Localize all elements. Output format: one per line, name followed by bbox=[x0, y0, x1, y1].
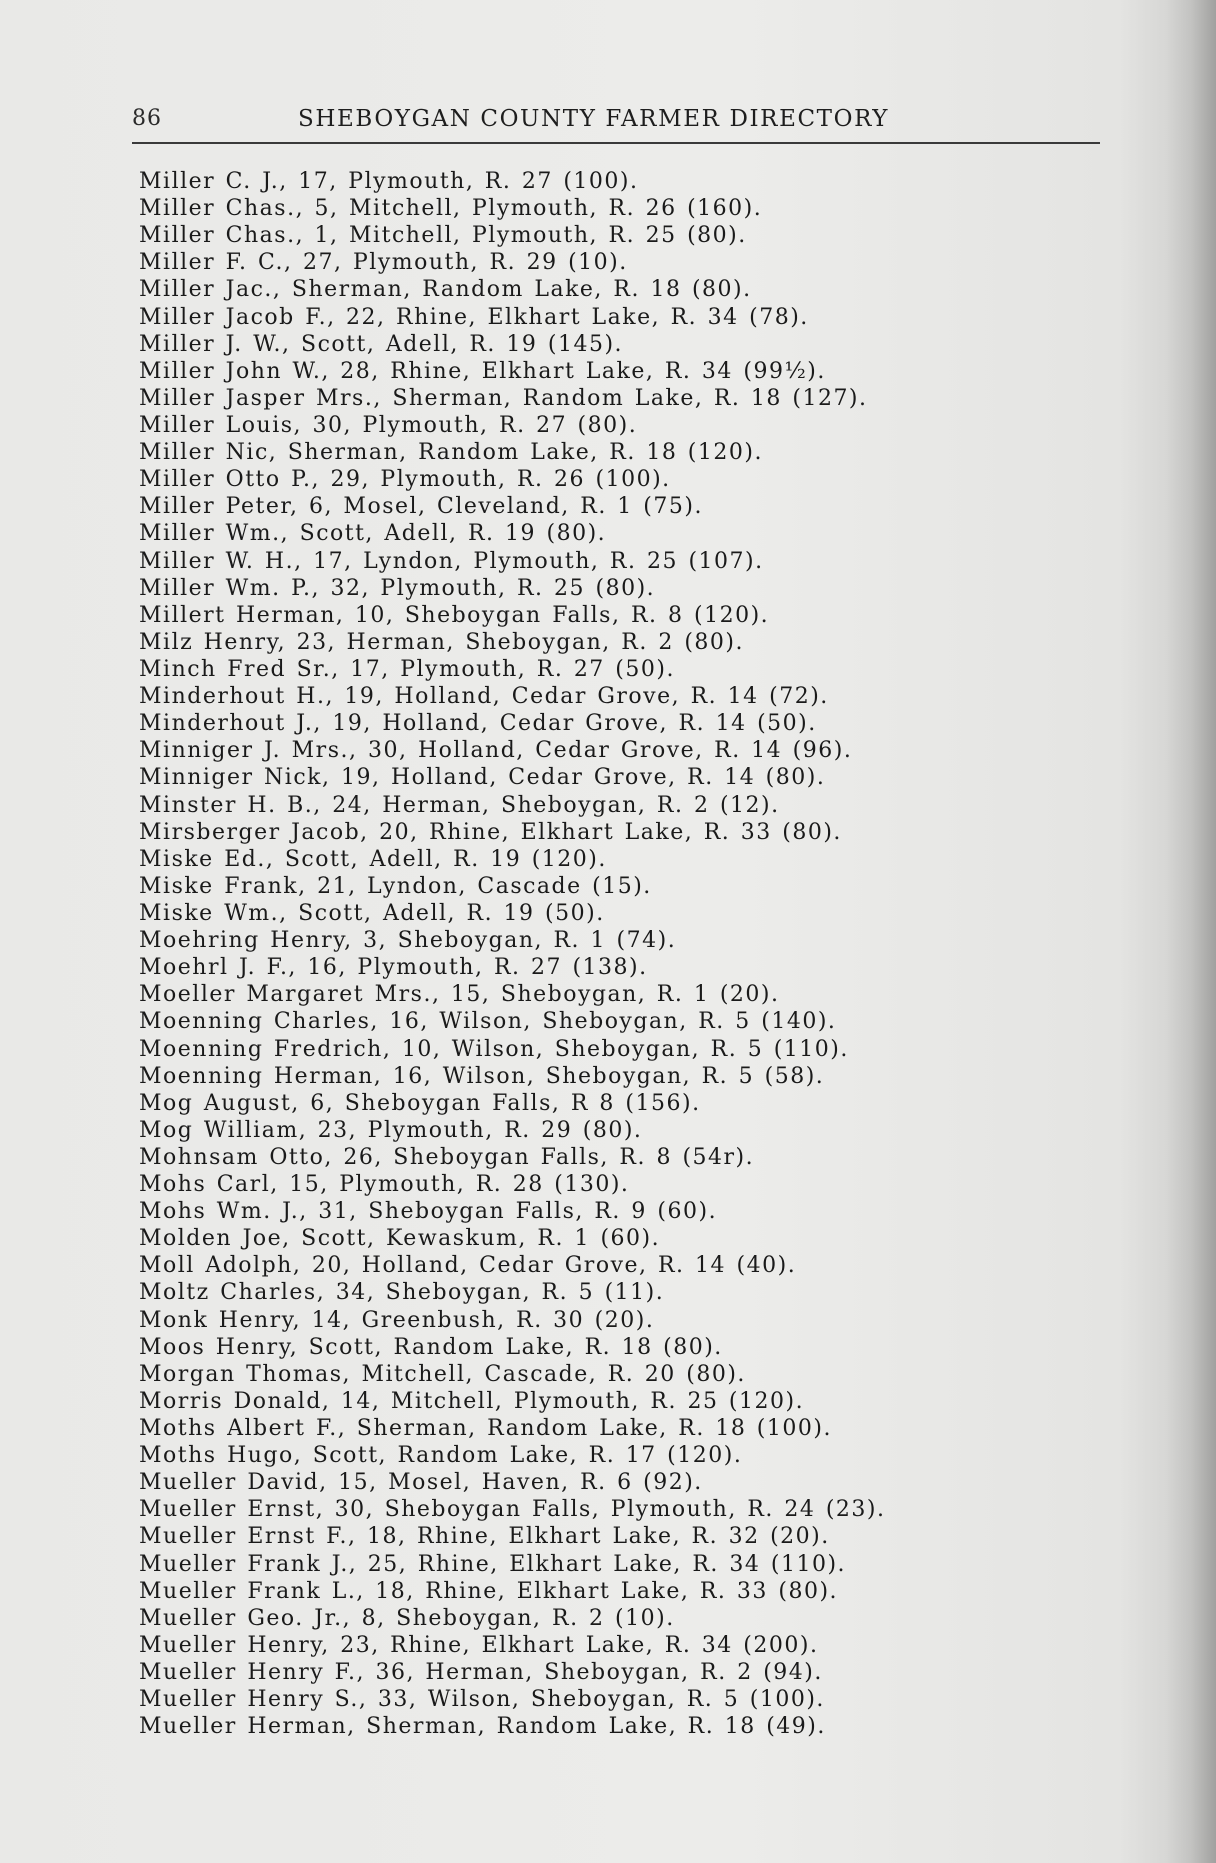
directory-entry: Miller Jasper Mrs., Sherman, Random Lake, R. 18 (127). bbox=[139, 385, 868, 411]
directory-entry: Mohs Wm. J., 31, Sheboygan Falls, R. 9 (60). bbox=[139, 1199, 718, 1225]
directory-entry: Miller Chas., 1, Mitchell, Plymouth, R. 25 (80). bbox=[139, 223, 747, 249]
directory-entry: Minster H. B., 24, Herman, Sheboygan, R. 2 (12). bbox=[139, 792, 780, 818]
directory-entry: Milz Henry, 23, Herman, Sheboygan, R. 2 (80). bbox=[139, 629, 744, 655]
page-header bbox=[132, 100, 1102, 142]
directory-entry: Minderhout H., 19, Holland, Cedar Grove, R. 14 (72). bbox=[139, 684, 829, 710]
directory-entry: Moos Henry, Scott, Random Lake, R. 18 (80). bbox=[139, 1334, 723, 1360]
directory-entry: Mueller Frank J., 25, Rhine, Elkhart Lake, R. 34 (110). bbox=[139, 1551, 847, 1577]
directory-entry: Miller John W., 28, Rhine, Elkhart Lake, R. 34 (99½). bbox=[139, 358, 826, 384]
directory-entry: Mueller David, 15, Mosel, Haven, R. 6 (92). bbox=[139, 1470, 703, 1496]
directory-entry: Mog William, 23, Plymouth, R. 29 (80). bbox=[139, 1117, 643, 1143]
directory-entry: Morris Donald, 14, Mitchell, Plymouth, R. 25 (120). bbox=[139, 1388, 805, 1414]
directory-entry: Moenning Herman, 16, Wilson, Sheboygan, R. 5 (58). bbox=[139, 1063, 825, 1089]
directory-entry: Miske Ed., Scott, Adell, R. 19 (120). bbox=[139, 846, 607, 872]
directory-entry: Mog August, 6, Sheboygan Falls, R 8 (156). bbox=[139, 1090, 701, 1116]
header-rule bbox=[132, 142, 1100, 144]
directory-entry: Moll Adolph, 20, Holland, Cedar Grove, R. 14 (40). bbox=[139, 1253, 797, 1279]
directory-entry: Moths Hugo, Scott, Random Lake, R. 17 (120). bbox=[139, 1443, 743, 1469]
directory-entry: Miller C. J., 17, Plymouth, R. 27 (100). bbox=[139, 169, 639, 194]
directory-entry: Miller Louis, 30, Plymouth, R. 27 (80). bbox=[139, 412, 638, 438]
directory-entry: Molden Joe, Scott, Kewaskum, R. 1 (60). bbox=[139, 1226, 661, 1252]
directory-entry: Moeller Margaret Mrs., 15, Sheboygan, R. 1 (20). bbox=[139, 982, 780, 1008]
page-number: 86 bbox=[132, 106, 162, 131]
directory-entry: Mueller Frank L., 18, Rhine, Elkhart Lake, R. 33 (80). bbox=[139, 1578, 839, 1604]
directory-entry: Mueller Henry F., 36, Herman, Sheboygan, R. 2 (94). bbox=[139, 1660, 823, 1686]
directory-entry: Miller Otto P., 29, Plymouth, R. 26 (100). bbox=[139, 467, 671, 493]
directory-entry: Mohs Carl, 15, Plymouth, R. 28 (130). bbox=[139, 1172, 630, 1198]
directory-entry: Mueller Geo. Jr., 8, Sheboygan, R. 2 (10). bbox=[139, 1605, 675, 1631]
directory-entry: Mueller Henry, 23, Rhine, Elkhart Lake, R. 34 (200). bbox=[139, 1632, 819, 1658]
running-title: SHEBOYGAN COUNTY FARMER DIRECTORY bbox=[298, 106, 890, 132]
directory-entry: Miller Peter, 6, Mosel, Cleveland, R. 1 (75). bbox=[139, 494, 703, 520]
directory-entry: Mueller Ernst, 30, Sheboygan Falls, Plymouth, R. 24 (23). bbox=[139, 1497, 886, 1523]
directory-entry: Moehring Henry, 3, Sheboygan, R. 1 (74). bbox=[139, 928, 677, 954]
page-edge-shadow bbox=[1166, 0, 1216, 1863]
directory-entry: Miske Wm., Scott, Adell, R. 19 (50). bbox=[139, 900, 605, 926]
directory-entry: Minniger J. Mrs., 30, Holland, Cedar Grove, R. 14 (96). bbox=[139, 738, 853, 764]
directory-entry: Minch Fred Sr., 17, Plymouth, R. 27 (50). bbox=[139, 656, 675, 682]
directory-entry: Mueller Ernst F., 18, Rhine, Elkhart Lake, R. 32 (20). bbox=[139, 1524, 830, 1550]
directory-entry: Moenning Fredrich, 10, Wilson, Sheboygan, R. 5 (110). bbox=[139, 1036, 849, 1062]
directory-entry: Minderhout J., 19, Holland, Cedar Grove, R. 14 (50). bbox=[139, 711, 817, 737]
directory-entry: Miller Nic, Sherman, Random Lake, R. 18 (120). bbox=[139, 440, 763, 466]
directory-entry: Millert Herman, 10, Sheboygan Falls, R. 8 (120). bbox=[139, 602, 770, 628]
directory-entry: Miller W. H., 17, Lyndon, Plymouth, R. 25 (107). bbox=[139, 548, 764, 574]
directory-entry: Miller Jacob F., 22, Rhine, Elkhart Lake, R. 34 (78). bbox=[139, 304, 809, 330]
directory-entry: Miller Wm. P., 32, Plymouth, R. 25 (80). bbox=[139, 575, 656, 601]
directory-entry: Mirsberger Jacob, 20, Rhine, Elkhart Lake, R. 33 (80). bbox=[139, 819, 842, 845]
directory-entry: Morgan Thomas, Mitchell, Cascade, R. 20 (80). bbox=[139, 1361, 746, 1387]
directory-entry: Mohnsam Otto, 26, Sheboygan Falls, R. 8 (54r). bbox=[139, 1144, 755, 1170]
directory-entry: Moenning Charles, 16, Wilson, Sheboygan, R. 5 (140). bbox=[139, 1009, 837, 1035]
directory-entry: Miller Wm., Scott, Adell, R. 19 (80). bbox=[139, 521, 607, 547]
directory-entry: Miller J. W., Scott, Adell, R. 19 (145). bbox=[139, 331, 624, 357]
directory-entry: Moths Albert F., Sherman, Random Lake, R. 18 (100). bbox=[139, 1416, 832, 1442]
directory-entries bbox=[139, 168, 1079, 1740]
directory-entry: Mueller Herman, Sherman, Random Lake, R. 18 (49). bbox=[139, 1714, 826, 1740]
directory-entry: Monk Henry, 14, Greenbush, R. 30 (20). bbox=[139, 1307, 655, 1333]
directory-entry: Miller Jac., Sherman, Random Lake, R. 18 (80). bbox=[139, 277, 752, 303]
directory-entry: Moehrl J. F., 16, Plymouth, R. 27 (138). bbox=[139, 955, 648, 981]
directory-entry: Miller Chas., 5, Mitchell, Plymouth, R. 26 (160). bbox=[139, 196, 763, 222]
directory-entry: Miller F. C., 27, Plymouth, R. 29 (10). bbox=[139, 250, 628, 276]
directory-entry: Mueller Henry S., 33, Wilson, Sheboygan, R. 5 (100). bbox=[139, 1687, 825, 1713]
directory-entry: Moltz Charles, 34, Sheboygan, R. 5 (11). bbox=[139, 1280, 665, 1306]
directory-entry: Miske Frank, 21, Lyndon, Cascade (15). bbox=[139, 873, 652, 899]
directory-entry: Minniger Nick, 19, Holland, Cedar Grove, R. 14 (80). bbox=[139, 765, 826, 791]
